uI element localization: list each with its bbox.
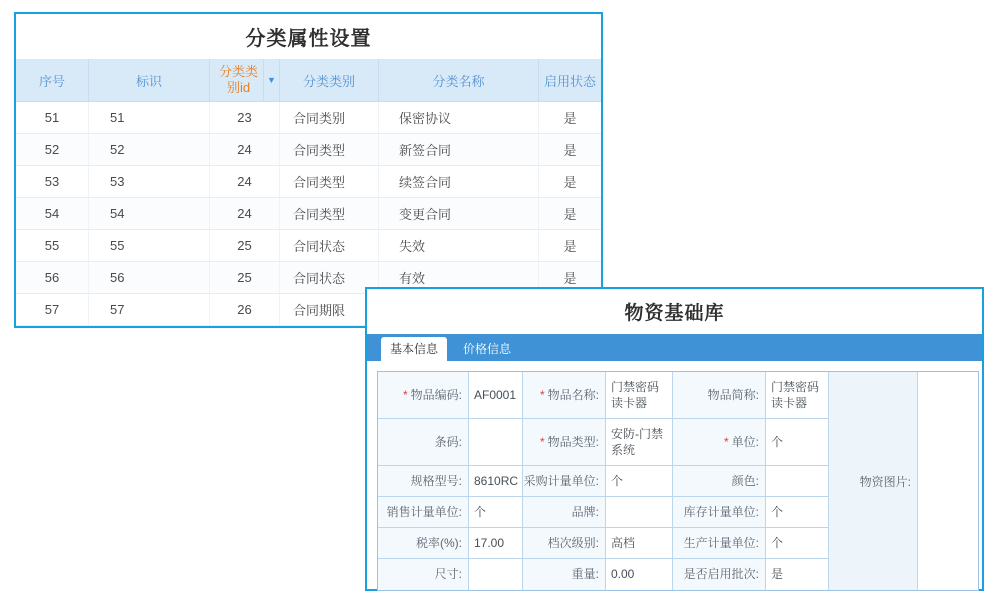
column-header-5[interactable]: 启用状态 xyxy=(543,73,596,89)
table-row[interactable] xyxy=(16,198,601,230)
table-cell: 保密协议 xyxy=(379,102,539,133)
table-cell: 合同类型 xyxy=(280,134,379,165)
material-library-window xyxy=(365,287,984,591)
field-label: * 物品编码: xyxy=(378,372,469,419)
table-cell: 24 xyxy=(210,134,280,165)
field-value: 是 xyxy=(766,559,829,590)
tab-basic-info[interactable]: 基本信息 xyxy=(381,337,447,361)
field-value: 个 xyxy=(606,466,673,497)
field-label: 规格型号: xyxy=(378,466,469,497)
table-row[interactable] xyxy=(16,166,601,198)
column-header-1[interactable]: 标识 xyxy=(89,59,210,101)
table-cell: 25 xyxy=(210,262,280,293)
field-label: 重量: xyxy=(523,559,606,590)
field-label: * 单位: xyxy=(673,419,766,466)
table-cell: 合同类型 xyxy=(280,166,379,197)
field-value xyxy=(766,466,829,497)
table-cell: 是 xyxy=(563,207,577,222)
category-table-header xyxy=(16,59,601,102)
table-cell: 23 xyxy=(210,102,280,133)
table-cell: 53 xyxy=(89,166,210,197)
field-value: 高档 xyxy=(606,528,673,559)
table-cell: 57 xyxy=(16,294,89,325)
field-value: 门禁密码读卡器 xyxy=(606,372,673,419)
field-value: 个 xyxy=(469,497,523,528)
column-header-4[interactable]: 分类名称 xyxy=(379,59,539,101)
field-label: 尺寸: xyxy=(378,559,469,590)
column-header-3[interactable]: 分类类别 xyxy=(280,59,379,101)
required-asterisk-icon: * xyxy=(539,387,545,402)
table-cell: 51 xyxy=(16,102,89,133)
field-value: 个 xyxy=(766,528,829,559)
table-cell: 54 xyxy=(89,198,210,229)
table-cell: 52 xyxy=(16,134,89,165)
field-value: 门禁密码读卡器 xyxy=(766,372,829,419)
material-form-grid xyxy=(378,372,829,590)
field-label: * 物品名称: xyxy=(523,372,606,419)
field-label: 物品简称: xyxy=(673,372,766,419)
field-value: 个 xyxy=(766,419,829,466)
field-value: AF0001 xyxy=(469,372,523,419)
field-label: 销售计量单位: xyxy=(378,497,469,528)
table-cell: 51 xyxy=(89,102,210,133)
table-cell: 56 xyxy=(89,262,210,293)
field-label: 颜色: xyxy=(673,466,766,497)
form-row xyxy=(378,528,829,559)
table-cell: 是 xyxy=(563,111,577,126)
field-label: 生产计量单位: xyxy=(673,528,766,559)
field-label: 品牌: xyxy=(523,497,606,528)
table-cell: 54 xyxy=(16,198,89,229)
field-value: 8610RC xyxy=(469,466,523,497)
field-value xyxy=(469,559,523,590)
category-window-title: 分类属性设置 xyxy=(245,28,372,50)
table-cell: 合同期限 xyxy=(280,294,379,325)
table-cell: 是 xyxy=(563,143,577,158)
table-cell: 有效 xyxy=(379,262,539,293)
table-cell: 56 xyxy=(16,262,89,293)
table-cell: 57 xyxy=(89,294,210,325)
table-cell: 55 xyxy=(89,230,210,261)
form-row xyxy=(378,466,829,497)
table-cell: 合同类别 xyxy=(280,102,379,133)
table-cell: 新签合同 xyxy=(379,134,539,165)
form-row xyxy=(378,372,829,419)
table-cell: 变更合同 xyxy=(379,198,539,229)
field-value xyxy=(606,497,673,528)
table-cell: 是 xyxy=(563,175,577,190)
table-cell: 是 xyxy=(563,271,577,286)
table-cell: 是 xyxy=(563,239,577,254)
form-row xyxy=(378,559,829,590)
field-value: 个 xyxy=(766,497,829,528)
field-value xyxy=(469,419,523,466)
field-label: 档次级别: xyxy=(523,528,606,559)
table-cell: 失效 xyxy=(379,230,539,261)
material-tab-bar xyxy=(367,334,982,361)
column-header-2[interactable] xyxy=(210,59,280,101)
field-label: * 物品类型: xyxy=(523,419,606,466)
field-label: 库存计量单位: xyxy=(673,497,766,528)
caret-down-icon[interactable]: ▼ xyxy=(263,59,279,101)
table-cell: 26 xyxy=(210,294,280,325)
field-label: 是否启用批次: xyxy=(673,559,766,590)
field-value: 17.00 xyxy=(469,528,523,559)
form-row xyxy=(378,497,829,528)
field-label: 税率(%): xyxy=(378,528,469,559)
sorted-column-label: 分类类别id xyxy=(218,63,258,95)
field-label: 条码: xyxy=(378,419,469,466)
table-cell: 24 xyxy=(210,198,280,229)
table-cell: 合同状态 xyxy=(280,262,379,293)
category-settings-window xyxy=(14,12,603,328)
table-cell: 53 xyxy=(16,166,89,197)
material-form xyxy=(377,371,979,591)
table-cell: 合同类型 xyxy=(280,198,379,229)
form-row xyxy=(378,419,829,466)
table-row[interactable] xyxy=(16,230,601,262)
material-window-title: 物资基础库 xyxy=(624,303,725,324)
material-image-label: 物资图片: xyxy=(829,372,918,590)
table-row[interactable] xyxy=(16,134,601,166)
field-label: 采购计量单位: xyxy=(523,466,606,497)
table-cell: 52 xyxy=(89,134,210,165)
column-header-0[interactable]: 序号 xyxy=(16,59,89,101)
table-cell: 续签合同 xyxy=(379,166,539,197)
table-cell: 24 xyxy=(210,166,280,197)
table-cell: 25 xyxy=(210,230,280,261)
field-value: 0.00 xyxy=(606,559,673,590)
tab-price-info[interactable]: 价格信息 xyxy=(463,342,512,356)
table-cell: 55 xyxy=(16,230,89,261)
required-asterisk-icon: * xyxy=(539,434,545,449)
table-cell: 合同状态 xyxy=(280,230,379,261)
table-row[interactable] xyxy=(16,102,601,134)
required-asterisk-icon: * xyxy=(723,434,729,449)
material-image-placeholder xyxy=(918,372,978,590)
required-asterisk-icon: * xyxy=(402,387,408,402)
field-value: 安防-门禁系统 xyxy=(606,419,673,466)
